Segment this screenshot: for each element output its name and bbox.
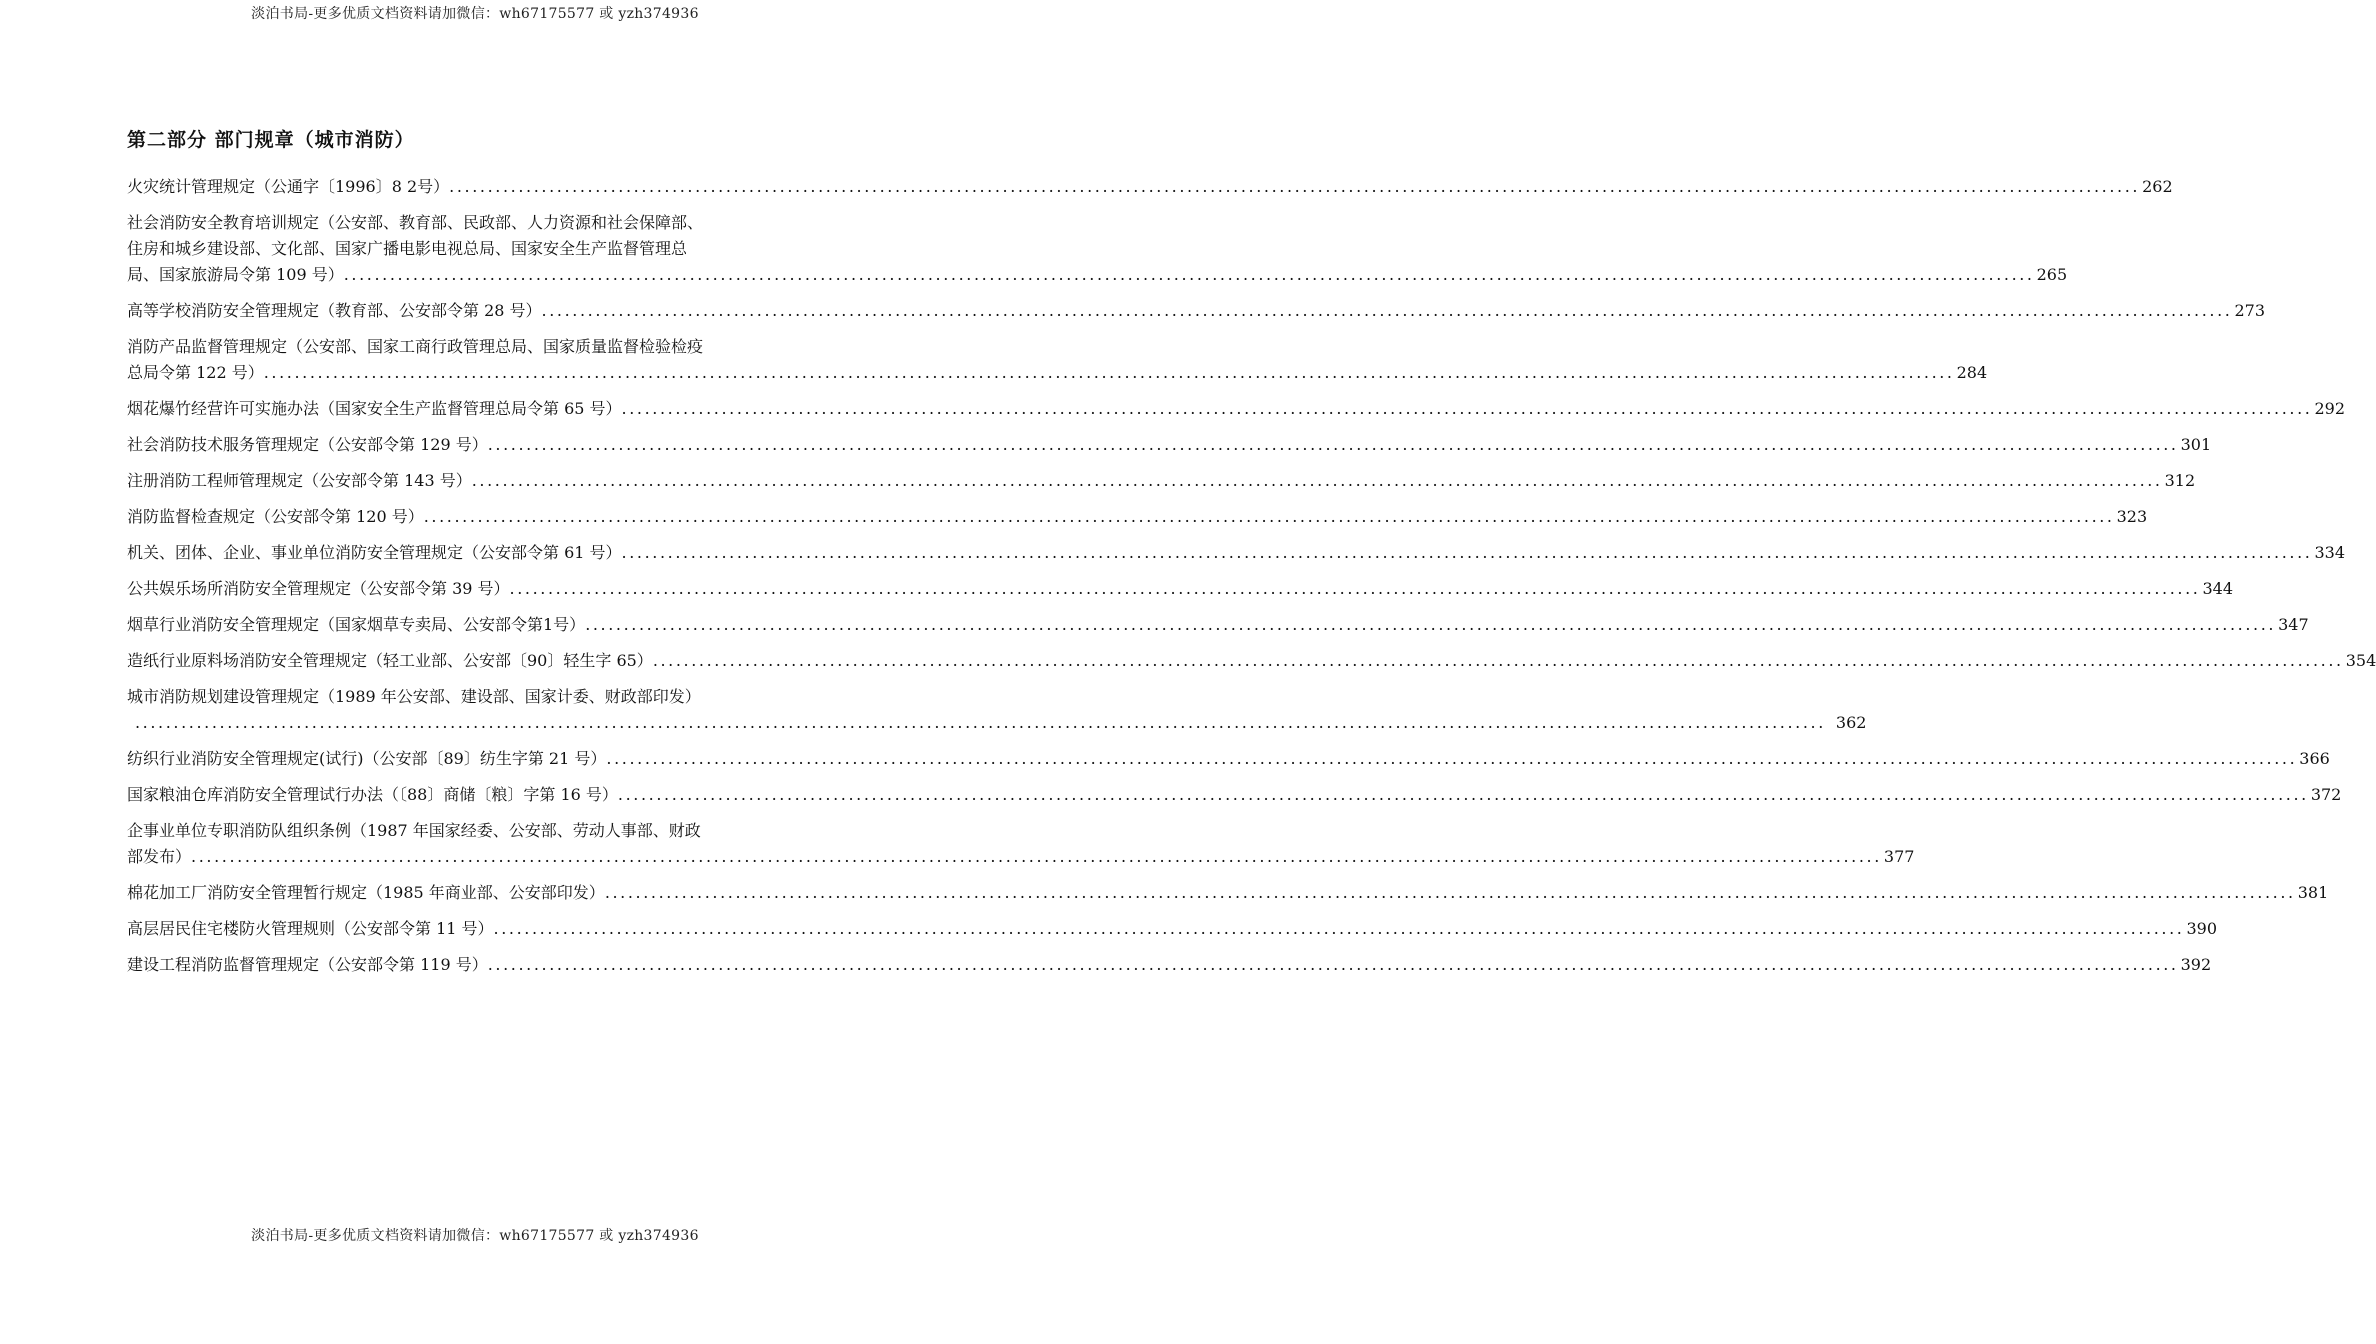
- toc-entry[interactable]: [127, 540, 2345, 566]
- toc-page-number: 284: [1956, 363, 1988, 382]
- table-of-contents: [127, 174, 2376, 988]
- toc-entry[interactable]: [127, 782, 2342, 808]
- toc-entry[interactable]: [127, 746, 2330, 772]
- toc-entry-title: 建设工程消防监督管理规定（公安部令第 119 号）: [127, 955, 488, 974]
- toc-entry[interactable]: [127, 612, 2309, 638]
- toc-page-number: 347: [2278, 615, 2309, 634]
- toc-entry-title: 机关、团体、企业、事业单位消防安全管理规定（公安部令第 61 号）: [127, 543, 622, 562]
- toc-entry-title: 总局令第 122 号）: [127, 363, 264, 382]
- section-title: 第二部分 部门规章（城市消防）: [127, 129, 415, 151]
- toc-entry-title: 棉花加工厂消防安全管理暂行规定（1985 年商业部、公安部印发）: [127, 883, 605, 902]
- toc-page-number: 390: [2186, 919, 2217, 938]
- toc-page-number: 377: [1883, 847, 1915, 866]
- dot-leader: ............................................................................................................................................................................................................................: [191, 847, 1882, 866]
- toc-entry-title: 国家粮油仓库消防安全管理试行办法（〔88〕商储〔粮〕字第 16 号）: [127, 785, 618, 804]
- toc-entry-leader-line: [127, 952, 2212, 978]
- dot-leader: ............................................................................................................................................................................................................................: [487, 435, 2179, 454]
- toc-entry[interactable]: [127, 916, 2217, 942]
- toc-entry-leader-line: [127, 174, 2173, 200]
- toc-entry-leader-line: [127, 746, 2330, 772]
- toc-page-number: 292: [2314, 399, 2345, 418]
- toc-entry[interactable]: [127, 504, 2148, 530]
- toc-page-number: 366: [2299, 749, 2330, 768]
- toc-entry-line: 企事业单位专职消防队组织条例（1987 年国家经委、公安部、劳动人事部、财政: [127, 821, 701, 840]
- toc-page-number: 265: [2036, 265, 2068, 284]
- toc-entry-leader-line: [127, 782, 2342, 808]
- dot-leader: ............................................................................................................................................................................................................................: [621, 543, 2313, 562]
- toc-page-number: 273: [2234, 301, 2265, 320]
- toc-entry[interactable]: [127, 468, 2196, 494]
- toc-page-number: 334: [2314, 543, 2345, 562]
- toc-page-number: 301: [2180, 435, 2212, 454]
- dot-leader: ............................................................................................................................................................................................................................: [621, 399, 2313, 418]
- toc-entry-line: 社会消防安全教育培训规定（公安部、教育部、民政部、人力资源和社会保障部、: [127, 213, 704, 232]
- toc-entry[interactable]: [127, 298, 2265, 324]
- dot-leader: ............................................................................................................................................................................................................................: [471, 471, 2163, 490]
- toc-page-number: 372: [2310, 785, 2342, 804]
- toc-entry[interactable]: [127, 648, 2376, 674]
- toc-entry[interactable]: [127, 334, 1988, 386]
- toc-entry[interactable]: [127, 396, 2345, 422]
- toc-page-number: 362: [1835, 713, 1867, 732]
- toc-entry-title: 高等学校消防安全管理规定（教育部、公安部令第 28 号）: [127, 301, 542, 320]
- toc-entry-leader-line: [127, 612, 2309, 638]
- toc-entry-leader-line: [127, 298, 2265, 324]
- toc-page-number: 344: [2202, 579, 2233, 598]
- toc-entry[interactable]: [127, 210, 2068, 288]
- toc-entry[interactable]: [127, 174, 2173, 200]
- toc-page-number: 323: [2116, 507, 2148, 526]
- toc-entry-line: 城市消防规划建设管理规定（1989 年公安部、建设部、国家计委、财政部印发）: [127, 687, 701, 706]
- toc-entry-leader-line: [127, 468, 2196, 494]
- toc-page-number: 312: [2164, 471, 2196, 490]
- toc-entry-leader-line: [127, 710, 1867, 736]
- toc-page-number: 392: [2180, 955, 2212, 974]
- toc-entry-line: 住房和城乡建设部、文化部、国家广播电影电视总局、国家安全生产监督管理总: [127, 239, 688, 258]
- toc-entry-title: 局、国家旅游局令第 109 号）: [127, 265, 344, 284]
- toc-entry-title: 烟草行业消防安全管理规定（国家烟草专卖局、公安部令第1号）: [127, 615, 586, 634]
- toc-page-number: 381: [2297, 883, 2329, 902]
- toc-entry[interactable]: [127, 952, 2212, 978]
- toc-entry-leader-line: [127, 504, 2148, 530]
- page-footer: 淡泊书局-更多优质文档资料请加微信：wh67175577 或 yzh374936: [251, 1228, 699, 1244]
- dot-leader: ............................................................................................................................................................................................................................: [585, 615, 2277, 634]
- toc-page-number: 262: [2142, 177, 2173, 196]
- toc-entry[interactable]: [127, 684, 1867, 736]
- toc-entry-leader-line: [127, 540, 2345, 566]
- dot-leader: ............................................................................................................................................................................................................................: [263, 363, 1955, 382]
- dot-leader: ............................................................................................................................................................................................................................: [449, 177, 2141, 196]
- toc-entry[interactable]: [127, 818, 1915, 870]
- toc-entry-leader-line: [127, 432, 2212, 458]
- toc-entry-leader-line: [127, 360, 1988, 386]
- toc-entry-leader-line: [127, 396, 2345, 422]
- toc-entry-title: 造纸行业原料场消防安全管理规定（轻工业部、公安部〔90〕轻生字 65）: [127, 651, 653, 670]
- toc-entry[interactable]: [127, 880, 2329, 906]
- dot-leader: ............................................................................................................................................................................................................................: [423, 507, 2115, 526]
- toc-entry-title: 注册消防工程师管理规定（公安部令第 143 号）: [127, 471, 472, 490]
- toc-page-number: 354: [2345, 651, 2376, 670]
- toc-entry-leader-line: [127, 576, 2233, 602]
- dot-leader: ............................................................................................................................................................................................................................: [604, 883, 2296, 902]
- toc-entry-line: 消防产品监督管理规定（公安部、国家工商行政管理总局、国家质量监督检验检疫: [127, 337, 704, 356]
- toc-entry[interactable]: [127, 576, 2233, 602]
- dot-leader: ............................................................................................................................................................................................................................: [493, 919, 2185, 938]
- toc-entry-leader-line: [127, 880, 2329, 906]
- toc-entry-title: 烟花爆竹经营许可实施办法（国家安全生产监督管理总局令第 65 号）: [127, 399, 622, 418]
- dot-leader: ............................................................................................................................................................................................................................: [135, 713, 1826, 732]
- page-header: 淡泊书局-更多优质文档资料请加微信：wh67175577 或 yzh374936: [251, 6, 699, 22]
- dot-leader: ............................................................................................................................................................................................................................: [617, 785, 2309, 804]
- toc-entry-title: 部发布）: [127, 847, 192, 866]
- toc-entry-leader-line: [127, 844, 1915, 870]
- toc-entry-title: 消防监督检查规定（公安部令第 120 号）: [127, 507, 424, 526]
- toc-entry-title: 纺织行业消防安全管理规定(试行)（公安部〔89〕纺生字第 21 号）: [127, 749, 607, 768]
- toc-entry-title: 公共娱乐场所消防安全管理规定（公安部令第 39 号）: [127, 579, 510, 598]
- toc-entry-leader-line: [127, 262, 2068, 288]
- dot-leader: ............................................................................................................................................................................................................................: [606, 749, 2298, 768]
- dot-leader: ............................................................................................................................................................................................................................: [509, 579, 2201, 598]
- toc-entry-leader-line: [127, 916, 2217, 942]
- dot-leader: ............................................................................................................................................................................................................................: [652, 651, 2344, 670]
- toc-entry[interactable]: [127, 432, 2212, 458]
- toc-entry-title: 火灾统计管理规定（公通字〔1996〕8 2号）: [127, 177, 450, 196]
- toc-entry-title: 社会消防技术服务管理规定（公安部令第 129 号）: [127, 435, 488, 454]
- dot-leader: ............................................................................................................................................................................................................................: [343, 265, 2035, 284]
- toc-entry-title: 高层居民住宅楼防火管理规则（公安部令第 11 号）: [127, 919, 494, 938]
- dot-leader: ............................................................................................................................................................................................................................: [487, 955, 2179, 974]
- toc-entry-leader-line: [127, 648, 2376, 674]
- dot-leader: ............................................................................................................................................................................................................................: [541, 301, 2233, 320]
